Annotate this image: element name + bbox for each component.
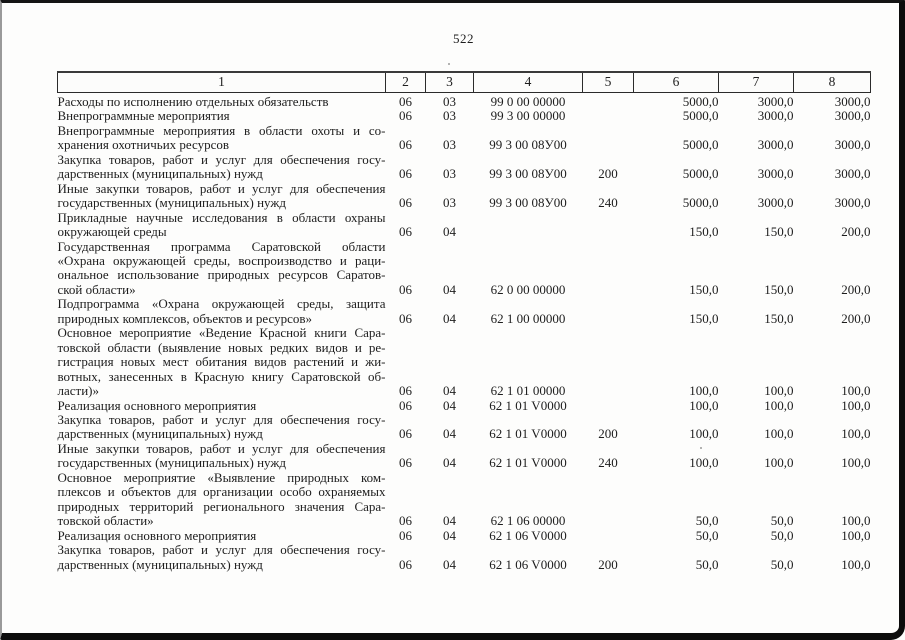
row-cell-col7: 3000,0 (757, 94, 794, 109)
row-cell-col2: 06 (399, 383, 412, 399)
row-cell-col2: 06 (399, 166, 412, 182)
row-cell-col3: 03 (443, 108, 456, 124)
row-cell-col5: 200 (598, 556, 618, 572)
row-cell-col2: 06 (399, 397, 412, 413)
row-cell-col4: 62 1 06 V0000 (489, 556, 567, 572)
description-line: Закупка товаров, работ и услуг для обеспечения госу- (57, 542, 386, 558)
row-cell-col5 (583, 471, 634, 529)
row-cell-col6: 100,0 (689, 383, 719, 399)
row-cell-col4: 99 3 00 00000 (490, 108, 566, 124)
row-cell-col6: 50,0 (695, 513, 719, 529)
row-cell-col2: 06 (399, 426, 412, 442)
row-cell-col4: 62 1 01 V0000 (489, 397, 567, 413)
row-cell-col2: 06 (399, 310, 412, 326)
row-cell-col7: 3000,0 (757, 137, 794, 153)
row-description (58, 153, 386, 182)
row-cell-col3: 04 (443, 397, 456, 413)
table-body (58, 93, 871, 572)
table-header-row (58, 72, 871, 93)
row-cell-col2: 06 (399, 195, 412, 211)
table-row (58, 326, 871, 398)
row-description (58, 182, 386, 211)
row-cell-col3: 03 (443, 94, 456, 109)
row-cell-col4: 62 1 01 V0000 (489, 426, 567, 442)
table-row (58, 529, 871, 543)
row-cell-col6: 5000,0 (682, 166, 719, 182)
description-line: вотных, занесенных в Красную книгу Саратовской об- (57, 368, 386, 384)
row-cell-col5: 240 (598, 195, 618, 211)
row-description (58, 399, 386, 413)
row-cell-col8: 100,0 (841, 397, 871, 413)
row-cell-col4 (474, 211, 583, 240)
description-line: государственных (муниципальных) нужд (57, 195, 286, 211)
column-header-3: 3 (426, 72, 474, 93)
table-row (58, 153, 871, 182)
page-number: 522 (453, 31, 474, 46)
description-line: дарственных (муниципальных) нужд (57, 166, 263, 182)
row-cell-col8: 200,0 (841, 224, 871, 240)
row-cell-col3: 04 (443, 527, 456, 543)
row-cell-col6: 150,0 (689, 310, 719, 326)
row-cell-col6: 50,0 (695, 556, 719, 572)
row-cell-col2: 06 (399, 94, 412, 109)
row-cell-col8: 100,0 (841, 527, 871, 543)
scan-speck (448, 63, 450, 65)
row-cell-col7: 100,0 (764, 397, 794, 413)
description-line: дарственных (муниципальных) нужд (57, 426, 263, 442)
description-line: природных территорий регионального значения Сара- (57, 498, 386, 514)
row-cell-col3: 04 (443, 426, 456, 442)
row-description (58, 240, 386, 298)
row-cell-col2: 06 (399, 137, 412, 153)
row-cell-col2: 06 (399, 513, 412, 529)
row-cell-col3: 04 (443, 556, 456, 572)
row-cell-col5 (583, 211, 634, 240)
description-line: Государственная программа Саратовской области (57, 238, 386, 254)
row-cell-col5 (583, 529, 634, 543)
table-row (58, 471, 871, 529)
row-cell-col7: 100,0 (764, 426, 794, 442)
row-cell-col8: 100,0 (841, 513, 871, 529)
row-cell-col3: 03 (443, 166, 456, 182)
table-row (58, 413, 871, 442)
row-cell-col4: 99 3 00 08У00 (489, 195, 567, 211)
row-cell-col4: 62 1 01 00000 (490, 383, 566, 399)
table-row (58, 124, 871, 153)
column-header-5: 5 (583, 72, 634, 93)
row-cell-col7: 3000,0 (757, 195, 794, 211)
row-cell-col8: 3000,0 (834, 94, 871, 109)
row-cell-col7: 50,0 (770, 556, 794, 572)
description-line: гистрация новых мест обитания видов растений и жи- (57, 354, 386, 370)
row-cell-col8: 100,0 (841, 455, 871, 471)
row-cell-col5 (583, 297, 634, 326)
description-line: дарственных (муниципальных) нужд (57, 556, 263, 572)
row-cell-col2: 06 (399, 527, 412, 543)
row-cell-col4: 62 0 00 00000 (490, 281, 566, 297)
table-row (58, 109, 871, 123)
row-cell-col7: 150,0 (764, 281, 794, 297)
row-cell-col8: 3000,0 (834, 137, 871, 153)
description-line: Иные закупки товаров, работ и услуг для обеспечения (57, 180, 386, 196)
row-cell-col2: 06 (399, 224, 412, 240)
row-cell-col3: 04 (443, 281, 456, 297)
column-header-7: 7 (719, 72, 794, 93)
row-cell-col6: 100,0 (689, 455, 719, 471)
description-line: товской области (выявление новых редких видов и ре- (57, 339, 386, 355)
row-description (58, 93, 386, 110)
table-row (58, 543, 871, 572)
description-line: Закупка товаров, работ и услуг для обеспечения госу- (57, 151, 386, 167)
description-line: ональное использование природных ресурсов Саратов- (57, 267, 386, 283)
table-row (58, 442, 871, 471)
row-cell-col6: 50,0 (695, 527, 719, 543)
row-cell-col4: 62 1 01 V0000 (489, 455, 567, 471)
table-row (58, 297, 871, 326)
row-description (58, 211, 386, 240)
row-description (58, 413, 386, 442)
budget-table (57, 71, 871, 572)
table-row (58, 182, 871, 211)
row-cell-col6: 5000,0 (682, 137, 719, 153)
row-cell-col6: 150,0 (689, 224, 719, 240)
table-row (58, 93, 871, 110)
row-cell-col2: 06 (399, 455, 412, 471)
row-cell-col8: 200,0 (841, 310, 871, 326)
row-cell-col7: 150,0 (764, 224, 794, 240)
row-description (58, 109, 386, 123)
row-description (58, 529, 386, 543)
table-row (58, 211, 871, 240)
row-description (58, 326, 386, 398)
description-line: Иные закупки товаров, работ и услуг для обеспечения (57, 440, 386, 456)
row-cell-col8: 3000,0 (834, 108, 871, 124)
row-description (58, 543, 386, 572)
row-cell-col4: 62 1 06 00000 (490, 513, 566, 529)
row-cell-col2: 06 (399, 281, 412, 297)
description-line: Внепрограммные мероприятия в области охоты и со- (57, 122, 386, 138)
row-description (58, 471, 386, 529)
description-line: Расходы по исполнению отдельных обязательств (57, 94, 329, 109)
row-cell-col5 (583, 399, 634, 413)
row-cell-col8: 100,0 (841, 383, 871, 399)
row-cell-col6: 5000,0 (682, 94, 719, 109)
row-cell-col7: 100,0 (764, 455, 794, 471)
description-line: Основное мероприятие «Выявление природных ком- (57, 469, 386, 485)
row-cell-col4: 99 0 00 00000 (490, 94, 566, 109)
description-line: Закупка товаров, работ и услуг для обеспечения госу- (57, 411, 386, 427)
row-cell-col5 (583, 124, 634, 153)
row-cell-col7: 150,0 (764, 310, 794, 326)
description-line: товской области» (57, 513, 154, 529)
column-header-8: 8 (794, 72, 871, 93)
description-line: Основное мероприятие «Ведение Красной книги Сара- (57, 325, 386, 341)
row-cell-col3: 03 (443, 137, 456, 153)
row-cell-col6: 5000,0 (682, 108, 719, 124)
row-cell-col3: 03 (443, 195, 456, 211)
row-cell-col8: 100,0 (841, 556, 871, 572)
row-description (58, 124, 386, 153)
row-cell-col7: 100,0 (764, 383, 794, 399)
row-cell-col8: 3000,0 (834, 195, 871, 211)
row-cell-col4: 99 3 00 08У00 (489, 166, 567, 182)
row-cell-col5 (583, 326, 634, 398)
row-cell-col4: 99 3 00 08У00 (489, 137, 567, 153)
row-cell-col3: 04 (443, 224, 456, 240)
row-description (58, 297, 386, 326)
row-cell-col5 (583, 240, 634, 298)
row-cell-col6: 5000,0 (682, 195, 719, 211)
row-cell-col5: 240 (598, 455, 618, 471)
row-cell-col7: 50,0 (770, 527, 794, 543)
description-line: Реализация основного мероприятия (57, 527, 257, 543)
row-cell-col8: 200,0 (841, 281, 871, 297)
column-header-4: 4 (474, 72, 583, 93)
row-cell-col8: 3000,0 (834, 166, 871, 182)
description-line: ласти)» (57, 383, 99, 399)
row-cell-col2: 06 (399, 108, 412, 124)
description-line: ской области» (57, 281, 136, 297)
row-cell-col6: 100,0 (689, 426, 719, 442)
description-line: Реализация основного мероприятия (57, 397, 257, 413)
description-line: Внепрограммные мероприятия (57, 108, 230, 124)
table-row (58, 399, 871, 413)
row-cell-col5 (583, 109, 634, 123)
row-cell-col3: 04 (443, 513, 456, 529)
description-line: окружающей среды (57, 224, 167, 240)
row-cell-col6: 100,0 (689, 397, 719, 413)
column-header-2: 2 (386, 72, 426, 93)
description-line: Подпрограмма «Охрана окружающей среды, защита (57, 296, 386, 312)
row-cell-col4: 62 1 00 00000 (490, 310, 566, 326)
row-cell-col7: 3000,0 (757, 166, 794, 182)
row-cell-col3: 04 (443, 310, 456, 326)
row-description (58, 442, 386, 471)
row-cell-col7: 3000,0 (757, 108, 794, 124)
description-line: «Охрана окружающей среды, воспроизводство и раци- (57, 252, 386, 268)
row-cell-col2: 06 (399, 556, 412, 572)
table-header (58, 72, 871, 93)
description-line: плексов и объектов для организации особо охраняемых (57, 484, 386, 500)
row-cell-col5: 200 (598, 426, 618, 442)
description-line: Прикладные научные исследования в области охраны (57, 209, 386, 225)
description-line: хранения охотничьих ресурсов (57, 137, 230, 153)
column-header-6: 6 (634, 72, 719, 93)
description-line: природных комплексов, объектов и ресурсов» (57, 310, 312, 326)
row-cell-col3: 04 (443, 383, 456, 399)
row-cell-col7: 50,0 (770, 513, 794, 529)
table-row (58, 240, 871, 298)
row-cell-col3: 04 (443, 455, 456, 471)
row-cell-col8: 100,0 (841, 426, 871, 442)
description-line: государственных (муниципальных) нужд (57, 455, 286, 471)
column-header-1: 1 (58, 72, 386, 93)
row-cell-col4: 62 1 06 V0000 (489, 527, 567, 543)
row-cell-col5: 200 (598, 166, 618, 182)
row-cell-col5 (583, 93, 634, 110)
row-cell-col6: 150,0 (689, 281, 719, 297)
